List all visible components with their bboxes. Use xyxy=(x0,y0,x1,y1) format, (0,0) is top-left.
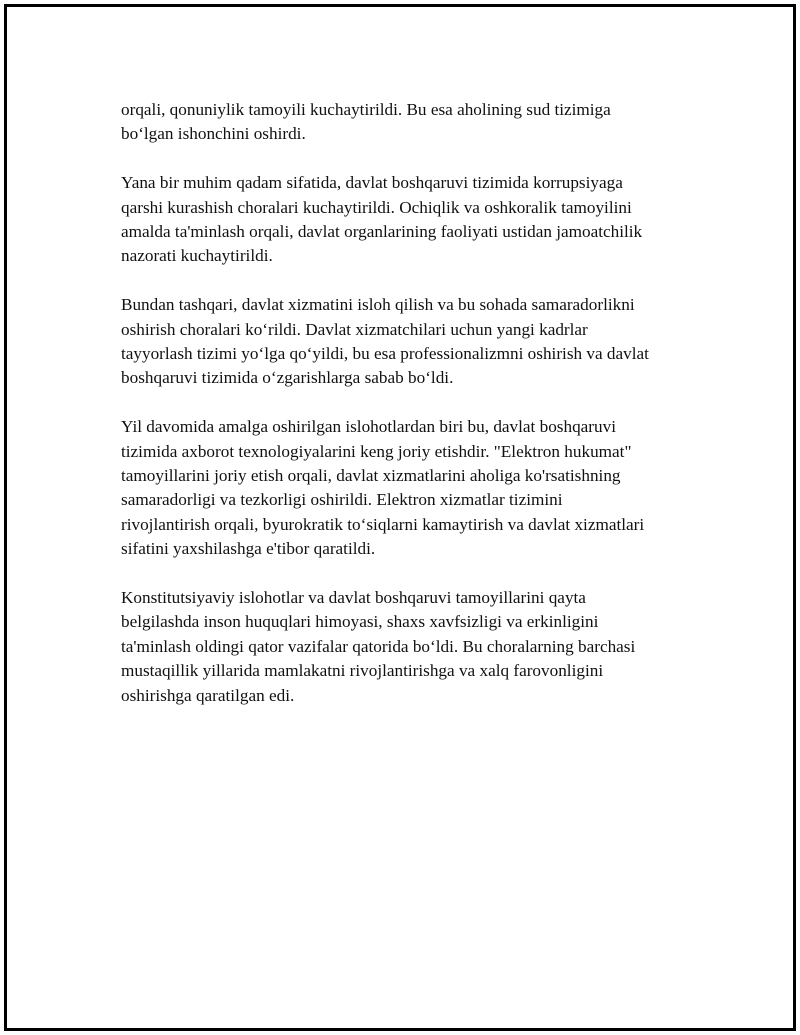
text-line: bo‘lgan ishonchini oshirdi. xyxy=(121,124,306,144)
text-line: ta'minlash oldingi qator vazifalar qatorida bo‘ldi. Bu choralarning barchasi xyxy=(121,636,636,656)
paragraph-4 xyxy=(121,415,711,561)
paragraph-2 xyxy=(121,171,711,269)
text-line: tayyorlash tizimi yo‘lga qo‘yildi, bu esa professionalizmni oshirish va davlat xyxy=(121,344,649,364)
text-line: orqali, qonuniylik tamoyili kuchaytirildi. Bu esa aholining sud tizimiga xyxy=(121,100,611,119)
text-line: Konstitutsiyaviy islohotlar va davlat boshqaruvi tamoyillarini qayta xyxy=(121,588,586,608)
text-line: tamoyillarini joriy etish orqali, davlat xizmatlarini aholiga ko'rsatishning xyxy=(121,466,621,486)
text-line: Bundan tashqari, davlat xizmatini isloh qilish va bu sohada samaradorlikni xyxy=(121,295,635,315)
text-line: qarshi kurashish choralari kuchaytirildi. Ochiqlik va oshkoralik tamoyilini xyxy=(121,197,632,217)
text-line: sifatini yaxshilashga e'tibor qaratildi. xyxy=(121,539,376,559)
text-line: nazorati kuchaytirildi. xyxy=(121,246,273,266)
text-line: samaradorligi va tezkorligi oshirildi. Elektron xizmatlar tizimini xyxy=(121,490,563,510)
text-line: rivojlantirish orqali, byurokratik to‘siqlarni kamaytirish va davlat xizmatlari xyxy=(121,514,645,534)
paragraph-5 xyxy=(121,586,711,708)
page-frame xyxy=(4,4,796,1031)
text-line: mustaqillik yillarida mamlakatni rivojlantirishga va xalq farovonligini xyxy=(121,661,604,681)
text-line: Yil davomida amalga oshirilgan islohotlardan biri bu, davlat boshqaruvi xyxy=(121,417,616,437)
text-line: Yana bir muhim qadam sifatida, davlat boshqaruvi tizimida korrupsiyaga xyxy=(121,173,623,193)
text-line: oshirish choralari ko‘rildi. Davlat xizmatchilari uchun yangi kadrlar xyxy=(121,319,588,339)
document-body xyxy=(121,98,711,732)
text-line: amalda ta'minlash orqali, davlat organlarining faoliyati ustidan jamoatchilik xyxy=(121,222,643,242)
text-line: boshqaruvi tizimida o‘zgarishlarga sabab bo‘ldi. xyxy=(121,368,454,388)
paragraph-3 xyxy=(121,293,711,391)
text-line: tizimida axborot texnologiyalarini keng joriy etishdir. "Elektron hukumat" xyxy=(121,441,632,461)
text-line: belgilashda inson huquqlari himoyasi, shaxs xavfsizligi va erkinligini xyxy=(121,612,599,632)
paragraph-1 xyxy=(121,98,711,147)
text-line: oshirishga qaratilgan edi. xyxy=(121,685,295,705)
